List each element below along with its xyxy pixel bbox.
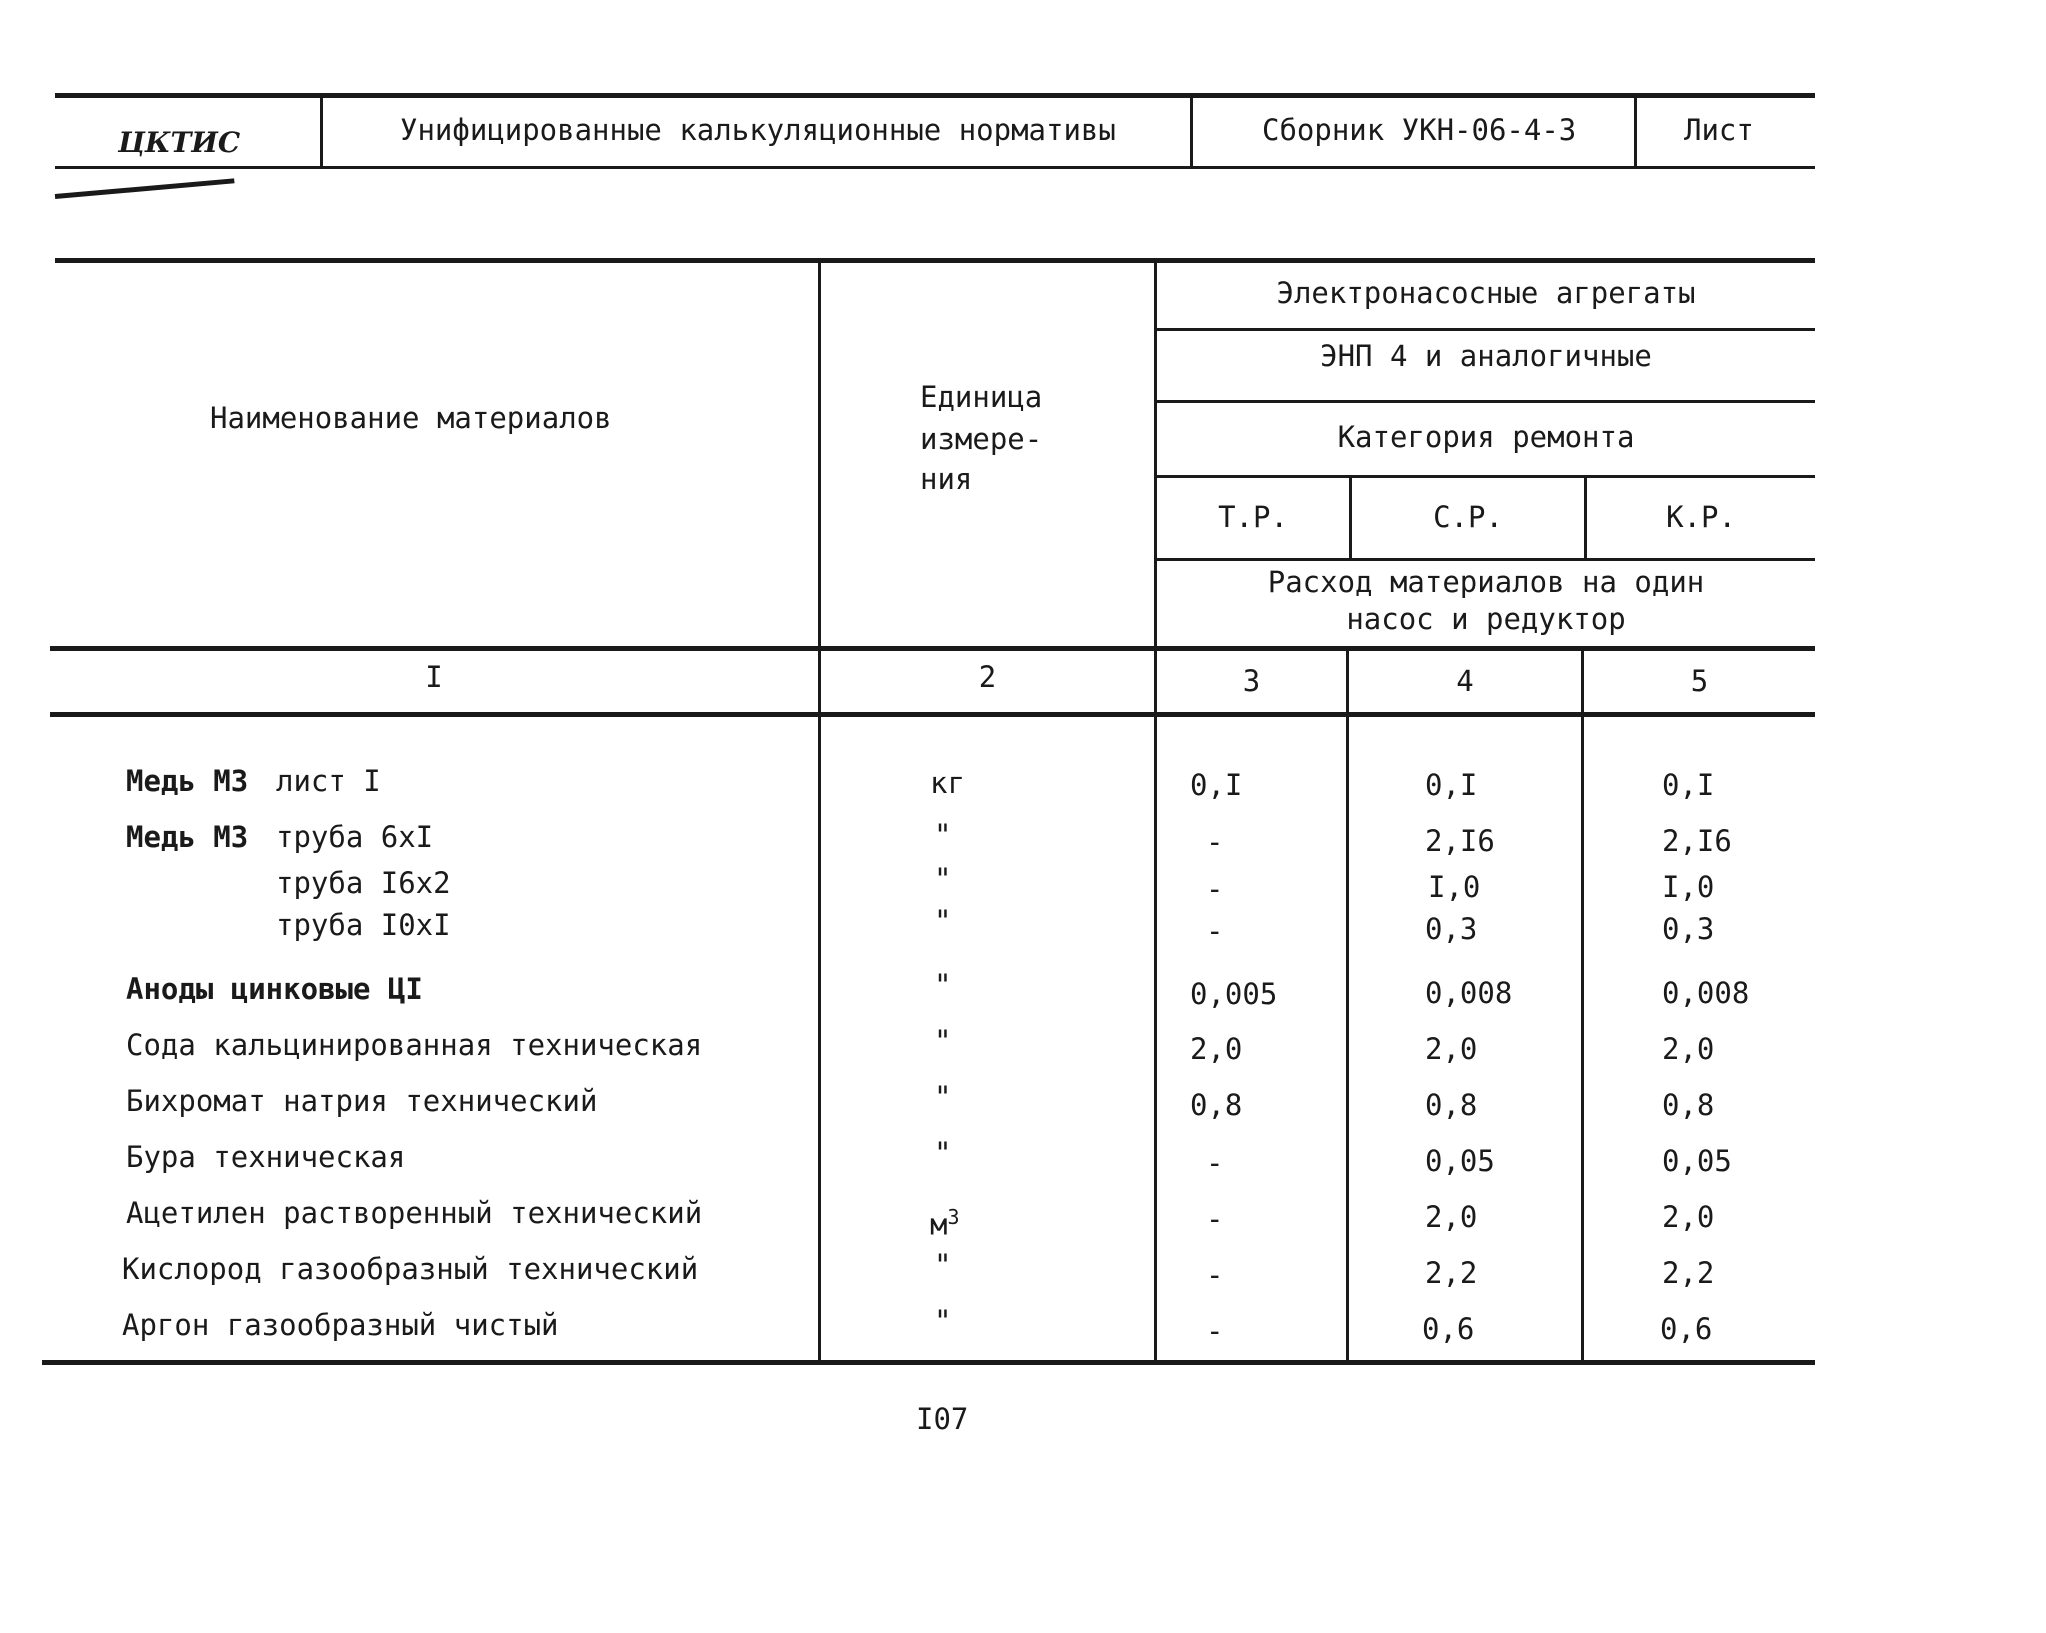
row-value-kr: 0,3 [1662, 912, 1715, 946]
row-unit-base: м [930, 1207, 948, 1242]
row-value-kr: 2,0 [1662, 1032, 1715, 1066]
collection-label: Сборник УКН-06-4-3 [1262, 113, 1577, 147]
row-value-kr: 0,008 [1662, 976, 1750, 1010]
org-logo-text: ЦКТИС [118, 126, 241, 159]
row-unit: " [934, 968, 952, 1002]
row-material-name: Аноды цинковые ЦI [126, 972, 423, 1006]
subgroup-header-rule [1157, 400, 1815, 403]
row-unit: " [934, 1248, 952, 1282]
row-value-tr: - [1206, 872, 1224, 906]
row-material-name: труба 6xI [276, 820, 434, 854]
row-value-sr: I,0 [1428, 870, 1481, 904]
col-divider-1 [818, 258, 821, 1363]
unit-column-header-line-3: ния [920, 462, 973, 496]
category-tr: Т.Р. [1218, 500, 1288, 534]
row-value-tr: - [1206, 1258, 1224, 1292]
row-value-kr: 2,I6 [1662, 824, 1732, 858]
row-value-sr: 0,6 [1422, 1312, 1475, 1346]
row-value-kr: I,0 [1662, 870, 1715, 904]
row-material-name: Бихромат натрия технический [126, 1084, 598, 1118]
col-divider-3-body [1346, 646, 1349, 1363]
row-unit: " [934, 1136, 952, 1170]
table-bottom-rule [42, 1360, 1815, 1365]
row-value-kr: 0,6 [1660, 1312, 1713, 1346]
row-material-name: Ацетилен растворенный технический [126, 1196, 703, 1230]
row-prefix: Медь МЗ [126, 764, 249, 798]
row-unit [930, 1200, 960, 1242]
subgroup-header: ЭНП 4 и аналогичные [1320, 339, 1652, 373]
row-unit: " [934, 1304, 952, 1338]
row-unit: " [934, 862, 952, 896]
page-number: I07 [916, 1402, 969, 1436]
category-header-rule [1157, 475, 1815, 478]
column-numbers-top-rule [50, 646, 1815, 651]
header-underline-rule [55, 178, 235, 199]
row-value-sr: 2,2 [1425, 1256, 1478, 1290]
row-value-sr: 2,0 [1425, 1032, 1478, 1066]
column-numbers-bottom-rule [50, 712, 1815, 717]
table-top-rule [55, 258, 1815, 263]
row-value-tr: - [1206, 1314, 1224, 1348]
row-value-tr: - [1206, 914, 1224, 948]
header-top-rule [55, 93, 1815, 98]
row-unit: " [934, 904, 952, 938]
header-bottom-rule [55, 166, 1815, 169]
row-value-kr: 0,05 [1662, 1144, 1732, 1178]
row-value-tr: - [1206, 1202, 1224, 1236]
group-header-rule [1157, 328, 1815, 331]
column-number-2: 2 [978, 660, 997, 694]
row-value-sr: 0,3 [1425, 912, 1478, 946]
row-value-sr: 2,I6 [1425, 824, 1495, 858]
row-value-tr: - [1206, 1146, 1224, 1180]
row-unit: " [934, 1024, 952, 1058]
col-divider-4-body [1581, 646, 1584, 1363]
consumption-header-line-2: насос и редуктор [1346, 602, 1626, 636]
row-value-sr: 0,I [1425, 768, 1478, 802]
row-material-name: Кислород газообразный технический [122, 1252, 699, 1286]
row-material-name: лист I [276, 764, 381, 798]
row-value-tr: - [1206, 825, 1224, 859]
row-unit: " [934, 1080, 952, 1114]
sheet-label: Лист [1684, 113, 1754, 147]
row-material-name: труба I6x2 [276, 866, 451, 900]
categories-rule [1157, 558, 1815, 561]
row-material-name: Аргон газообразный чистый [122, 1308, 559, 1342]
row-value-kr: 0,I [1662, 768, 1715, 802]
column-number-5: 5 [1690, 664, 1709, 698]
row-value-tr: 0,005 [1190, 977, 1278, 1011]
row-value-sr: 0,05 [1425, 1144, 1495, 1178]
row-unit: " [934, 818, 952, 852]
row-unit-superscript: 3 [947, 1205, 960, 1229]
category-sr: С.Р. [1433, 500, 1503, 534]
category-kr: К.Р. [1666, 500, 1736, 534]
document-title: Унифицированные калькуляционные нормативы [400, 113, 1116, 147]
unit-column-header-line-2: измере- [920, 422, 1043, 456]
row-value-tr: 0,I [1190, 768, 1243, 802]
unit-column-header-line-1: Единица [920, 380, 1043, 414]
header-divider-2 [1190, 93, 1193, 168]
header-divider-3 [1634, 93, 1637, 168]
row-value-sr: 0,008 [1425, 976, 1513, 1010]
header-divider-1 [320, 93, 323, 168]
row-value-kr: 2,0 [1662, 1200, 1715, 1234]
category-header: Категория ремонта [1337, 420, 1635, 454]
row-material-name: труба I0xI [276, 908, 451, 942]
group-header: Электронасосные агрегаты [1276, 276, 1696, 310]
column-number-1: I [425, 660, 443, 694]
row-value-tr: 0,8 [1190, 1088, 1243, 1122]
row-unit: кг [930, 766, 965, 800]
row-material-name: Бура техническая [126, 1140, 406, 1174]
row-prefix: Медь МЗ [126, 820, 249, 854]
materials-column-header: Наименование материалов [210, 401, 612, 435]
row-value-sr: 0,8 [1425, 1088, 1478, 1122]
column-number-4: 4 [1456, 664, 1474, 698]
column-number-3: 3 [1242, 664, 1261, 698]
row-value-kr: 2,2 [1662, 1256, 1715, 1290]
row-material-name: Сода кальцинированная техническая [126, 1028, 703, 1062]
consumption-header-line-1: Расход материалов на один [1267, 565, 1705, 599]
row-value-sr: 2,0 [1425, 1200, 1478, 1234]
row-value-kr: 0,8 [1662, 1088, 1715, 1122]
row-value-tr: 2,0 [1190, 1032, 1243, 1066]
